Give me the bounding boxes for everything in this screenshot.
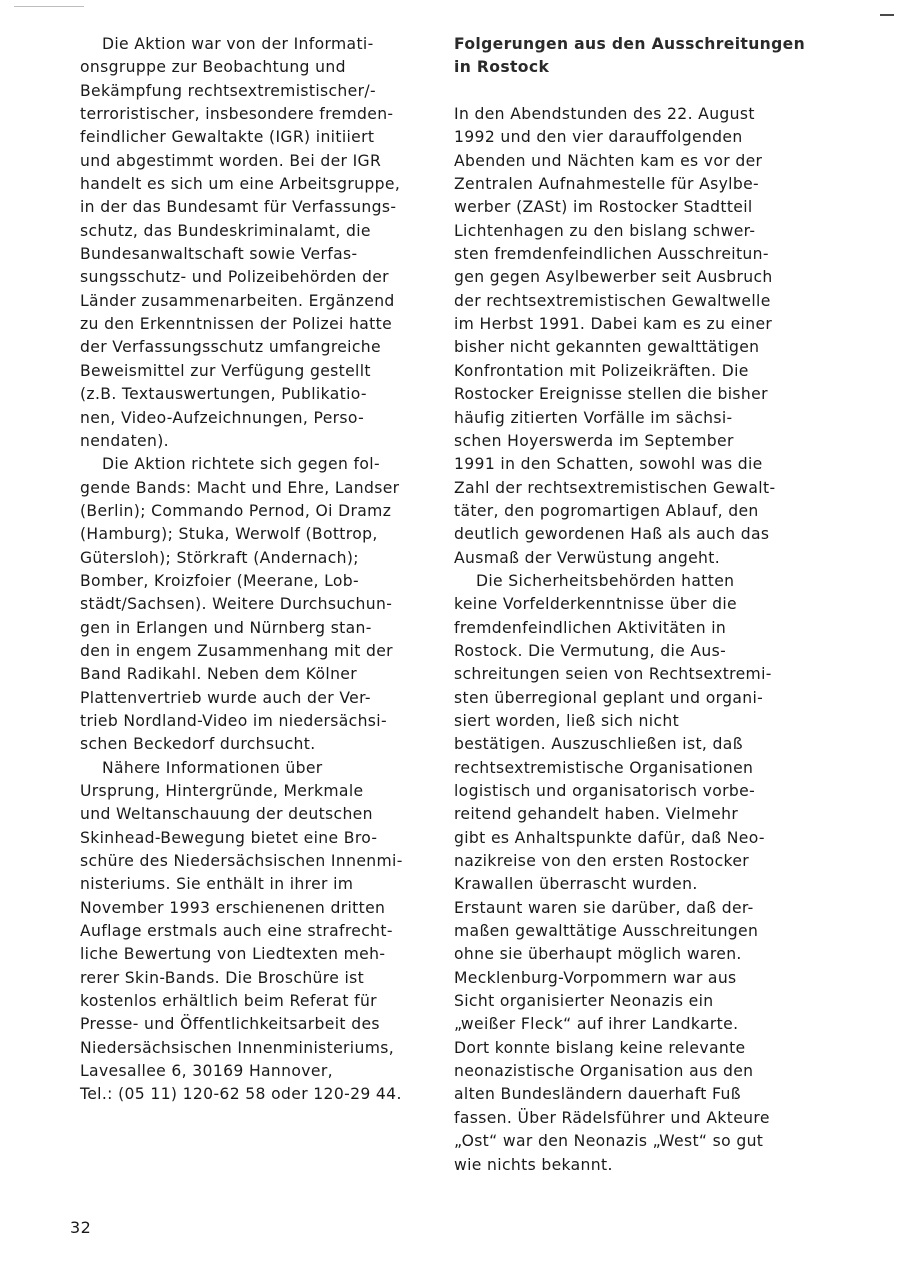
text-line: Erstaunt waren sie darüber, daß der- [454, 898, 754, 917]
text-line: zu den Erkenntnissen der Polizei hatte [80, 315, 393, 334]
text-line: wie nichts bekannt. [454, 1155, 613, 1174]
text-line: Bomber, Kroizfoier (Meerane, Lob- [80, 571, 360, 590]
text-line: Lavesallee 6, 30169 Hannover, [80, 1062, 333, 1081]
text-line: städt/Sachsen). Weitere Durchsuchun- [80, 595, 393, 614]
text-line: Lichtenhagen zu den bislang schwer- [454, 221, 756, 240]
text-line: „weißer Fleck“ auf ihrer Landkarte. [454, 1015, 739, 1034]
paragraph [80, 33, 425, 453]
text-line: Bekämpfung rechtsextremistischer/- [80, 81, 376, 100]
text-line: maßen gewalttätige Ausschreitungen [454, 922, 759, 941]
text-line: keine Vorfelderkenntnisse über die [454, 595, 737, 614]
paragraph [454, 103, 814, 570]
text-line: 1991 in den Schatten, sowohl was die [454, 455, 763, 474]
text-line: Krawallen überrascht wurden. [454, 875, 698, 894]
text-line: in der das Bundesamt für Verfassungs- [80, 198, 397, 217]
paragraph [80, 453, 425, 756]
text-line: (Berlin); Commando Pernod, Oi Dramz [80, 501, 392, 520]
text-line: der rechtsextremistischen Gewaltwelle [454, 291, 771, 310]
text-line: Konfrontation mit Polizeikräften. Die [454, 361, 749, 380]
text-line: (Hamburg); Stuka, Werwolf (Bottrop, [80, 525, 378, 544]
text-line: schen Beckedorf durchsucht. [80, 735, 316, 754]
text-line: Nähere Informationen über [102, 758, 323, 777]
text-line: ohne sie überhaupt möglich waren. [454, 945, 742, 964]
text-line: Presse- und Öffentlichkeitsarbeit des [80, 1015, 380, 1034]
text-line: sten überregional geplant und organi- [454, 688, 764, 707]
left-column [80, 33, 425, 1107]
page-number: 32 [70, 1218, 92, 1237]
text-line: gen in Erlangen und Nürnberg stan- [80, 618, 372, 637]
text-line: im Herbst 1991. Dabei kam es zu einer [454, 315, 773, 334]
text-line: Sicht organisierter Neonazis ein [454, 992, 714, 1011]
text-line: handelt es sich um eine Arbeitsgruppe, [80, 175, 401, 194]
text-line: gen gegen Asylbewerber seit Ausbruch [454, 268, 773, 287]
text-line: schutz, das Bundeskriminalamt, die [80, 221, 371, 240]
text-line: kostenlos erhältlich beim Referat für [80, 992, 377, 1011]
text-line: schreitungen seien von Rechtsextremi- [454, 665, 772, 684]
paragraph [454, 570, 814, 1177]
text-line: fremdenfeindlichen Aktivitäten in [454, 618, 727, 637]
text-line: täter, den pogromartigen Ablauf, den [454, 501, 759, 520]
text-line: sten fremdenfeindlichen Ausschreitun- [454, 245, 769, 264]
scan-edge-mark-right [880, 14, 894, 16]
text-line: neonazistische Organisation aus den [454, 1062, 754, 1081]
text-line: gibt es Anhaltspunkte dafür, daß Neo- [454, 828, 765, 847]
text-line: reitend gehandelt haben. Vielmehr [454, 805, 739, 824]
text-line: bisher nicht gekannten gewalttätigen [454, 338, 760, 357]
text-line: feindlicher Gewaltakte (IGR) initiiert [80, 128, 375, 147]
text-line: Ursprung, Hintergründe, Merkmale [80, 782, 364, 800]
text-line: nendaten). [80, 431, 169, 450]
text-line: sungsschutz- und Polizeibehörden der [80, 268, 389, 287]
text-line: Mecklenburg-Vorpommern war aus [454, 968, 737, 987]
text-line: terroristischer, insbesondere fremden- [80, 105, 394, 124]
text-line: Beweismittel zur Verfügung gestellt [80, 361, 371, 380]
text-line: Zahl der rechtsextremistischen Gewalt- [454, 478, 776, 497]
text-line: Länder zusammenarbeiten. Ergänzend [80, 291, 395, 310]
text-line: onsgruppe zur Beobachtung und [80, 58, 346, 77]
text-line: fassen. Über Rädelsführer und Akteure [454, 1108, 770, 1127]
text-line: siert worden, ließ sich nicht [454, 711, 680, 730]
text-line: November 1993 erschienenen dritten [80, 898, 386, 917]
text-line: Plattenvertrieb wurde auch der Ver- [80, 688, 371, 707]
text-line: gende Bands: Macht und Ehre, Landser [80, 478, 400, 497]
text-line: Auflage erstmals auch eine strafrecht- [80, 922, 393, 941]
text-line: Ausmaß der Verwüstung angeht. [454, 548, 721, 567]
text-line: Skinhead-Bewegung bietet eine Bro- [80, 828, 378, 847]
text-line: schen Hoyerswerda im September [454, 431, 734, 450]
text-line: Band Radikahl. Neben dem Kölner [80, 665, 358, 684]
text-line: und Weltanschauung der deutschen [80, 805, 373, 824]
text-line: nisteriums. Sie enthält in ihrer im [80, 875, 354, 894]
text-line: trieb Nordland-Video im niedersächsi- [80, 711, 387, 730]
text-line: (z.B. Textauswertungen, Publikatio- [80, 385, 367, 404]
text-line: Rostock. Die Vermutung, die Aus- [454, 641, 727, 660]
text-line: nazikreise von den ersten Rostocker [454, 852, 750, 871]
text-line: bestätigen. Auszuschließen ist, daß [454, 735, 743, 754]
text-line: Die Aktion war von der Informati- [102, 35, 374, 53]
text-line: und abgestimmt worden. Bei der IGR [80, 151, 382, 170]
text-line: alten Bundesländern dauerhaft Fuß [454, 1085, 741, 1104]
section-heading-line: Folgerungen aus den Ausschreitungen [454, 35, 806, 53]
text-line: liche Bewertung von Liedtexten meh- [80, 945, 386, 964]
text-line: den in engem Zusammenhang mit der [80, 641, 393, 660]
text-line: Rostocker Ereignisse stellen die bisher [454, 385, 768, 404]
heading-spacer [454, 80, 814, 103]
text-line: Zentralen Aufnahmestelle für Asylbe- [454, 175, 760, 194]
text-line: Die Sicherheitsbehörden hatten [476, 571, 735, 590]
text-line: rerer Skin-Bands. Die Broschüre ist [80, 968, 365, 987]
text-line: werber (ZASt) im Rostocker Stadtteil [454, 198, 753, 217]
right-column [454, 33, 814, 1177]
text-line: Die Aktion richtete sich gegen fol- [102, 455, 380, 474]
text-line: Bundesanwaltschaft sowie Verfas- [80, 245, 358, 264]
text-line: Abenden und Nächten kam es vor der [454, 151, 763, 170]
text-line: deutlich gewordenen Haß als auch das [454, 525, 770, 544]
text-line: rechtsextremistische Organisationen [454, 758, 754, 777]
text-line: 1992 und den vier darauffolgenden [454, 128, 743, 147]
paragraph [80, 757, 425, 1107]
text-line: häufig zitierten Vorfälle im sächsi- [454, 408, 733, 427]
text-line: Tel.: (05 11) 120-62 58 oder 120-29 44. [80, 1085, 402, 1104]
text-line: Niedersächsischen Innenministeriums, [80, 1038, 395, 1057]
text-line: schüre des Niedersächsischen Innenmi- [80, 852, 403, 871]
text-line: nen, Video-Aufzeichnungen, Perso- [80, 408, 365, 427]
scan-edge-mark [14, 6, 84, 7]
text-line: In den Abendstunden des 22. August [454, 105, 755, 124]
section-heading-line: in Rostock [454, 58, 550, 77]
text-line: Dort konnte bislang keine relevante [454, 1038, 746, 1057]
text-line: Gütersloh); Störkraft (Andernach); [80, 548, 359, 567]
text-line: logistisch und organisatorisch vorbe- [454, 782, 756, 800]
text-line: der Verfassungsschutz umfangreiche [80, 338, 381, 357]
text-line: „Ost“ war den Neonazis „West“ so gut [454, 1132, 764, 1151]
